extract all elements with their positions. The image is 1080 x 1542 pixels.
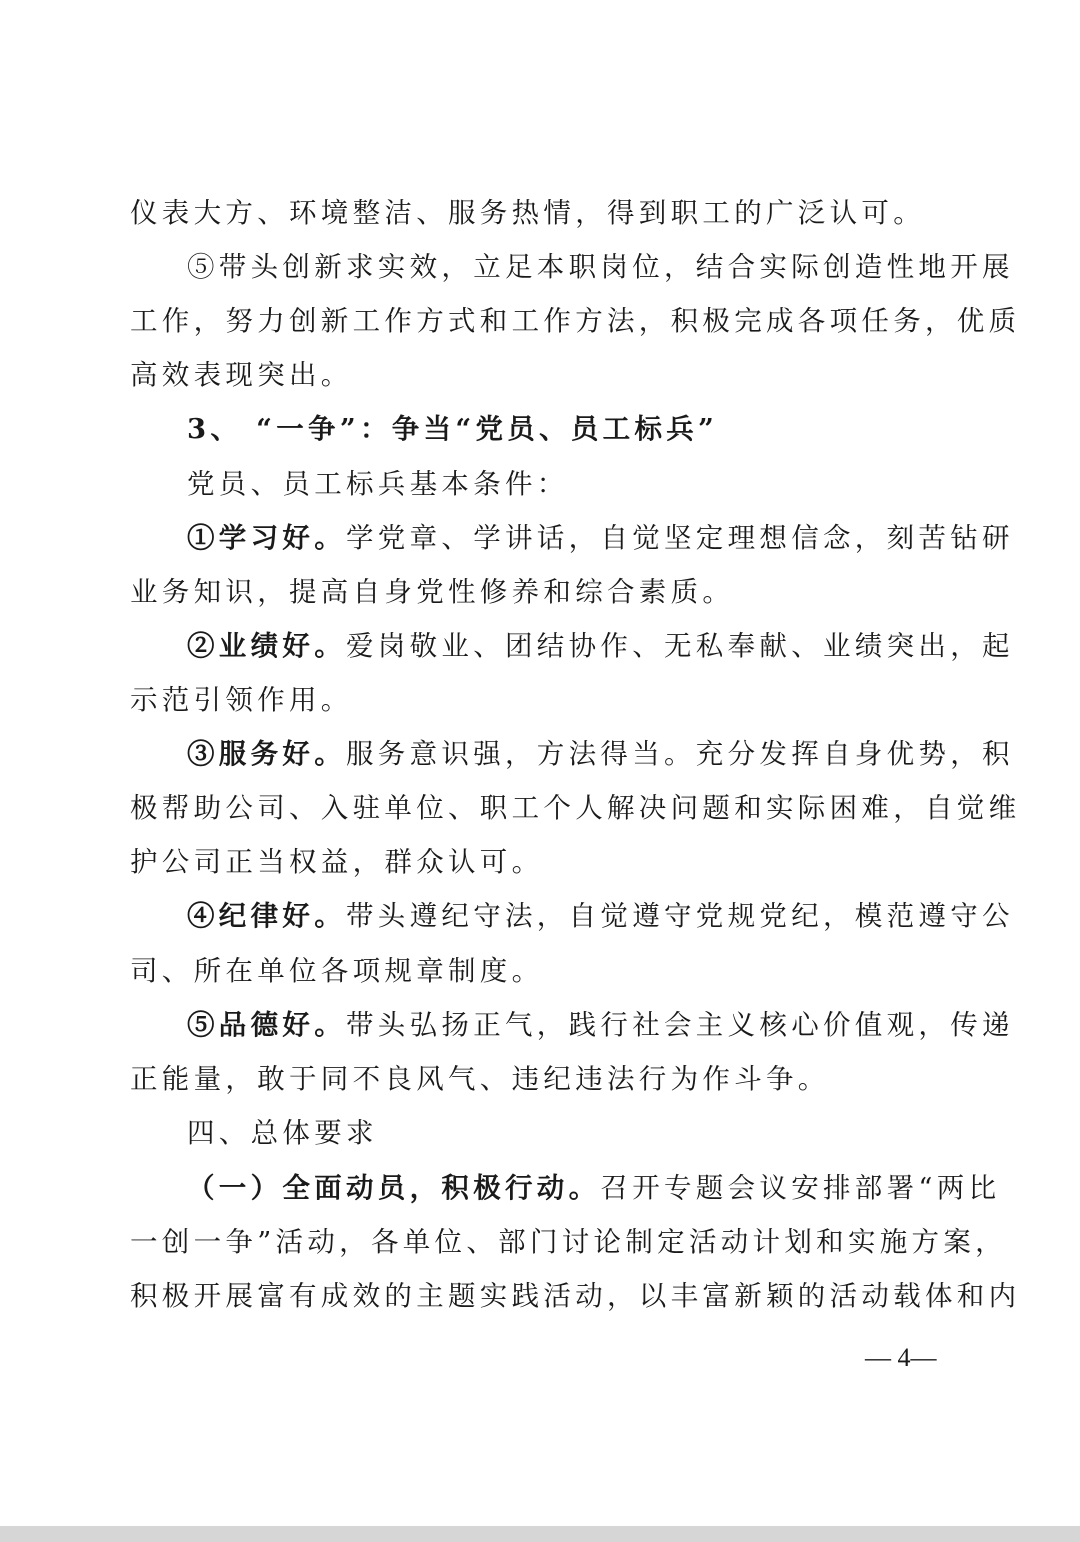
text-line: 积极开展富有成效的主题实践活动，以丰富新颖的活动载体和内: [130, 1280, 1021, 1312]
text-line: 极帮助公司、入驻单位、职工个人解决问题和实际困难，自觉维: [130, 792, 1021, 824]
requirement-text: 召开专题会议安排部署“两比: [600, 1172, 1001, 1204]
condition-text: 服务意识强，方法得当。充分发挥自身优势，积: [346, 738, 1014, 770]
text-line: 正能量，敢于同不良风气、违纪违法行为作斗争。: [130, 1063, 830, 1095]
condition-item: [187, 518, 1014, 558]
condition-text: 带头弘扬正气，践行社会主义核心价值观，传递: [346, 1009, 1014, 1041]
text-line: 业务知识，提高自身党性修养和综合素质。: [130, 576, 735, 608]
requirement-label: （一）全面动员，积极行动。: [187, 1172, 601, 1204]
condition-label: ①学习好。: [187, 522, 346, 554]
condition-item: [187, 734, 1014, 774]
text-line: 党员、员工标兵基本条件：: [187, 468, 569, 500]
section-heading: 四、总体要求: [187, 1117, 378, 1149]
condition-label: ⑤品德好。: [187, 1009, 346, 1041]
condition-item: [187, 626, 1014, 666]
condition-text: 爱岗敬业、团结协作、无私奉献、业绩突出，起: [346, 630, 1014, 662]
condition-item: [187, 1005, 1014, 1045]
text-line: ⑤带头创新求实效，立足本职岗位，结合实际创造性地开展: [187, 251, 1014, 283]
condition-text: 带头遵纪守法，自觉遵守党规党纪，模范遵守公: [346, 900, 1014, 932]
text-line: 司、所在单位各项规章制度。: [130, 955, 544, 987]
text-line: 仪表大方、环境整洁、服务热情，得到职工的广泛认可。: [130, 197, 925, 229]
text-line: 高效表现突出。: [130, 359, 353, 391]
text-line: 一创一争”活动，各单位、部门讨论制定活动计划和实施方案，: [130, 1226, 1007, 1258]
condition-label: ④纪律好。: [187, 900, 346, 932]
condition-label: ③服务好。: [187, 738, 346, 770]
text-line: 护公司正当权益，群众认可。: [130, 846, 544, 878]
condition-text: 学党章、学讲话，自觉坚定理想信念，刻苦钻研: [346, 522, 1014, 554]
text-line: 示范引领作用。: [130, 684, 353, 716]
bottom-scroll-bar: [0, 1526, 1080, 1542]
condition-label: ②业绩好。: [187, 630, 346, 662]
text-line: 工作，努力创新工作方式和工作方法，积极完成各项任务，优质: [130, 305, 1021, 337]
page-number: — 4—: [865, 1343, 937, 1372]
section-heading: 3、 “一争”：争当“党员、员工标兵”: [187, 413, 719, 445]
requirement-item: [187, 1168, 1000, 1208]
condition-item: [187, 896, 1014, 936]
